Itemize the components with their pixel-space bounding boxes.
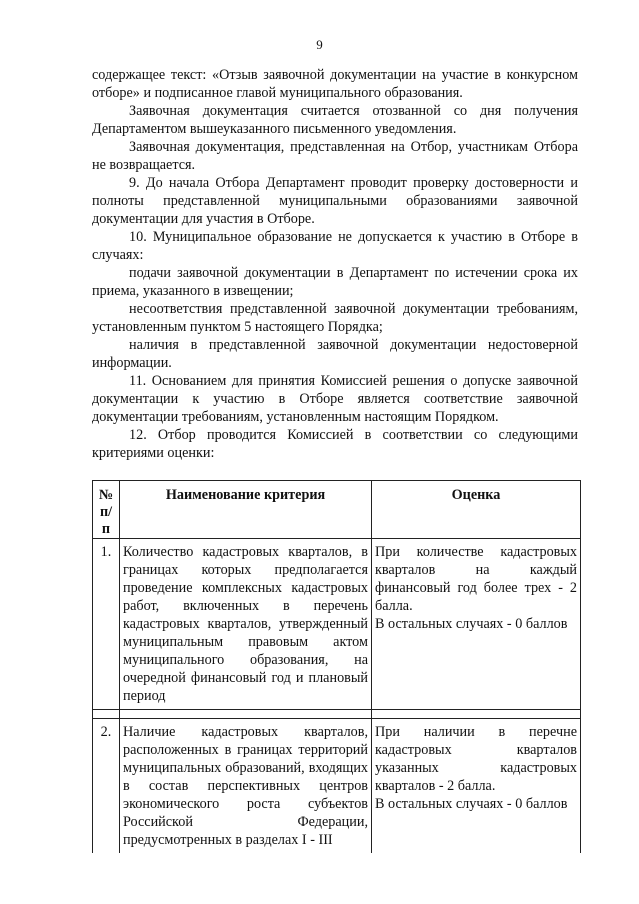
table-row bbox=[93, 539, 581, 710]
row-score bbox=[372, 719, 581, 854]
paragraph-5: 10. Муниципальное образование не допускается к участию в Отборе в случаях: bbox=[92, 229, 578, 263]
paragraph-8: наличия в представленной заявочной документации недостоверной информации. bbox=[92, 337, 578, 371]
paragraph-7: несоответствия представленной заявочной документации требованиям, установленным пунктом 5 настоящего Порядка; bbox=[92, 301, 578, 335]
header-criterion: Наименование критерия bbox=[120, 481, 372, 539]
table-row bbox=[93, 719, 581, 854]
paragraph-3: Заявочная документация, представленная на Отбор, участникам Отбора не возвращается. bbox=[92, 139, 578, 173]
paragraph-1: содержащее текст: «Отзыв заявочной документации на участие в конкурсном отборе» и подписанное главой муниципального образования. bbox=[92, 67, 578, 101]
row-criterion: Наличие кадастровых кварталов, расположенных в границах территорий муниципальных образований, входящих в состав перспективных центров экономического роста субъектов Российской Федерации, предусмотренных в разделах I - III bbox=[120, 719, 372, 854]
table-header-row bbox=[93, 481, 581, 539]
page-number: 9 bbox=[316, 37, 323, 52]
score-line: В остальных случаях - 0 баллов bbox=[375, 616, 568, 632]
header-score: Оценка bbox=[372, 481, 581, 539]
row-number: 2. bbox=[93, 719, 120, 854]
header-number: № п/п bbox=[93, 481, 120, 539]
score-line: В остальных случаях - 0 баллов bbox=[375, 796, 568, 812]
paragraph-2: Заявочная документация считается отозванной со дня получения Департаментом вышеуказанного письменного уведомления. bbox=[92, 103, 578, 137]
criteria-table bbox=[92, 480, 581, 853]
row-score bbox=[372, 539, 581, 710]
document-body bbox=[92, 66, 578, 462]
score-line: При наличии в перечне кадастровых кварталов указанных кадастровых кварталов - 2 балла. bbox=[375, 724, 577, 794]
paragraph-9: 11. Основанием для принятия Комиссией решения о допуске заявочной документации к участию в Отборе является соответствие заявочной документации требованиям, установленным настоящим Порядком. bbox=[92, 373, 578, 425]
row-criterion: Количество кадастровых кварталов, в границах которых предполагается проведение комплексных кадастровых работ, включенных в перечень кадастровых кварталов, утвержденный муниципальным правовым актом муниципального образования, на очередной финансовый год и плановый период bbox=[120, 539, 372, 710]
paragraph-6: подачи заявочной документации в Департамент по истечении срока их приема, указанного в извещении; bbox=[92, 265, 578, 299]
paragraph-10: 12. Отбор проводится Комиссией в соответствии со следующими критериями оценки: bbox=[92, 427, 578, 461]
score-line: При количестве кадастровых кварталов на каждый финансовый год более трех - 2 балла. bbox=[375, 544, 577, 614]
table-spacer-row bbox=[93, 710, 581, 719]
paragraph-4: 9. До начала Отбора Департамент проводит проверку достоверности и полноты представленной муниципальными образованиями заявочной документации для участия в Отборе. bbox=[92, 175, 578, 227]
row-number: 1. bbox=[93, 539, 120, 710]
